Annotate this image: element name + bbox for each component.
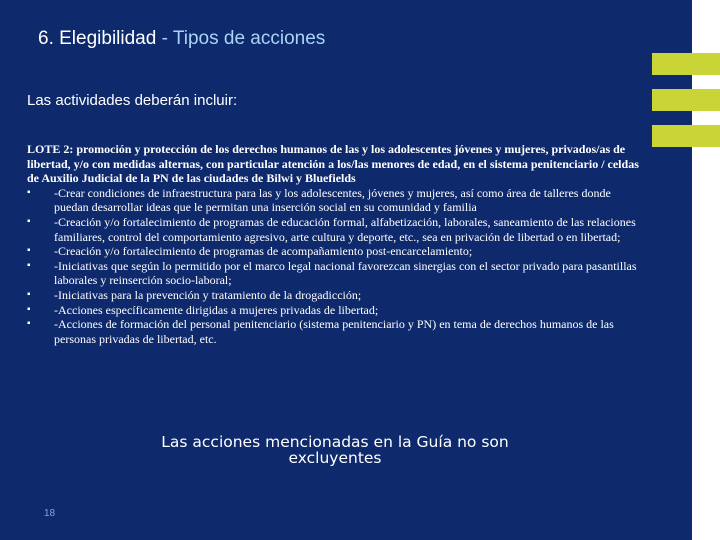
list-item-text: -Creación y/o fortalecimiento de programas de educación formal, alfabetización, laborales, saneamiento de las relaciones familiares, control del comportamiento agresivo, arte cultura y deporte, etc., sea en privación de libertad o en libertad; <box>54 214 636 244</box>
list-item <box>27 215 642 244</box>
bullet-icon: ▪ <box>27 186 31 198</box>
title-main: 6. Elegibilidad <box>38 28 157 49</box>
lote-heading: LOTE 2: promoción y protección de los derechos humanos de las y los adolescentes jóvenes y mujeres, privados/as de libertad, y/o con medidas alternas, con particular atención a los/las menores de edad, en el sistema penitenciario / celdas de Auxilio Judicial de la PN de las ciudades de Bilwi y Bluefields <box>27 142 639 186</box>
title-separator: - <box>156 28 173 49</box>
bullet-icon: ▪ <box>27 259 31 271</box>
list-item-text: -Acciones de formación del personal penitenciario (sistema penitenciario y PN) en tema de derechos humanos de las personas privadas de libertad, etc. <box>54 317 614 346</box>
page-number: 18 <box>44 508 56 519</box>
right-side-panel <box>692 0 720 540</box>
list-item <box>27 303 642 318</box>
list-item <box>27 186 642 215</box>
bullet-icon: ▪ <box>27 245 31 257</box>
list-item-text: -Iniciativas que según lo permitido por el marco legal nacional favorezcan sinergias con el sector privado para pasantillas laborales y reinserción socio-laboral; <box>54 258 637 288</box>
list-item <box>27 317 642 346</box>
bullet-icon: ▪ <box>27 288 31 300</box>
list-item-text: -Acciones específicamente dirigidas a mujeres privadas de libertad; <box>54 302 379 317</box>
bullet-icon: ▪ <box>27 318 31 330</box>
footer-note: Las acciones mencionadas en la Guía no son excluyentes <box>161 433 509 467</box>
action-list <box>27 186 642 347</box>
list-item-text: -Crear condiciones de infraestructura para las y los adolescentes, jóvenes y mujeres, así como área de talleres donde puedan desarrollar ideas que le permitan una inserción social en su comunidad y familia <box>54 185 611 215</box>
section-subtitle: Las actividades deberán incluir: <box>27 92 238 109</box>
list-item-text: -Creación y/o fortalecimiento de programas de acompañamiento post-encarcelamiento; <box>54 244 473 259</box>
decorative-stripe <box>652 125 720 147</box>
bullet-icon: ▪ <box>27 303 31 315</box>
list-item-text: -Iniciativas para la prevención y tratamiento de la drogadicción; <box>54 287 362 302</box>
title-sub: Tipos de acciones <box>172 28 326 49</box>
page-title <box>38 28 325 50</box>
list-item <box>27 244 642 259</box>
body-text <box>27 142 642 346</box>
decorative-stripe <box>652 53 720 75</box>
list-item <box>27 288 642 303</box>
decorative-stripe <box>652 89 720 111</box>
list-item <box>27 259 642 288</box>
bullet-icon: ▪ <box>27 215 31 227</box>
